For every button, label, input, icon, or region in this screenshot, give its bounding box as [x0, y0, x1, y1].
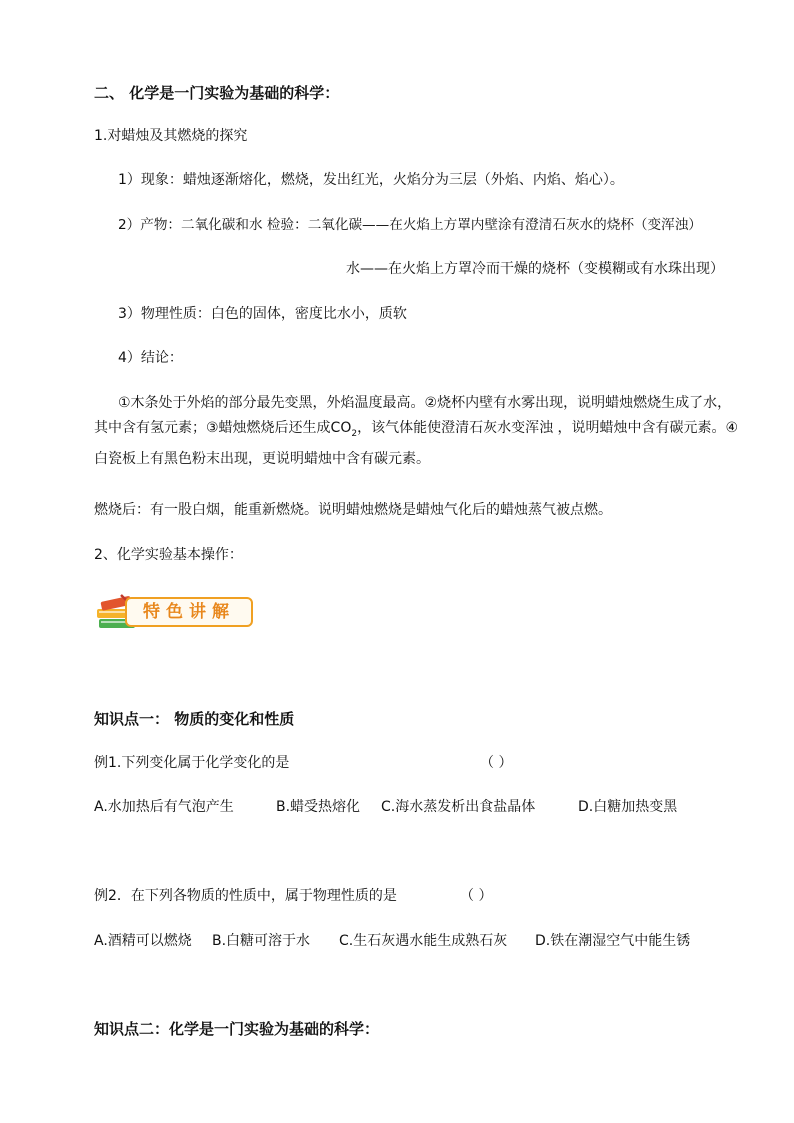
example-1-option-a: A.水加热后有气泡产生	[94, 799, 234, 815]
feature-explanation-logo	[95, 593, 260, 635]
knowledge-point-1-title: 知识点一： 物质的变化和性质	[94, 710, 295, 728]
item-1-phenomenon: 1）现象：蜡烛逐渐熔化，燃烧，发出红光，火焰分为三层（外焰、内焰、焰心）。	[118, 172, 624, 188]
example-2-answer-blank: （ ）	[460, 888, 493, 904]
item-3-physical-properties: 3）物理性质：白色的固体，密度比水小，质软	[118, 306, 407, 322]
example-2-option-a: A.酒精可以燃烧	[94, 933, 192, 949]
co2-subscript: 2	[351, 428, 358, 439]
example-1-answer-blank: （ ）	[480, 755, 513, 771]
logo-text: 特色讲解	[125, 597, 253, 627]
subsection-1-title: 1.对蜡烛及其燃烧的探究	[94, 128, 248, 144]
section-title: 二、 化学是一门实验为基础的科学：	[94, 84, 340, 102]
item-2-products: 2）产物：二氧化碳和水 检验：二氧化碳——在火焰上方罩内壁涂有澄清石灰水的烧杯（变浑浊）	[118, 217, 702, 233]
conclusion-text-2: ，该气体能使澄清石灰水变浑浊 ，说明蜡烛中含有碳元素。④白瓷板上有黑色粉末出现，更说明蜡烛中含有碳元素。	[94, 420, 739, 467]
conclusion-paragraph	[94, 391, 744, 472]
item-4-conclusion-label: 4）结论：	[118, 350, 183, 366]
example-1-option-b: B.蜡受热熔化	[276, 799, 361, 815]
example-2-option-d: D.铁在潮湿空气中能生锈	[535, 933, 691, 949]
example-2-question: 例2．在下列各物质的性质中，属于物理性质的是	[94, 888, 397, 904]
conclusion-text-1: ①木条处于外焰的部分最先变黑，外焰温度最高。②烧杯内壁有水雾出现，说明蜡烛燃烧生成了水，其中含有氢元素；③蜡烛燃烧后还生成CO	[94, 395, 732, 436]
item-2-continuation: 水——在火焰上方罩冷而干燥的烧杯（变模糊或有水珠出现）	[346, 261, 724, 277]
after-burn-text: 燃烧后：有一股白烟，能重新燃烧。说明蜡烛燃烧是蜡烛气化后的蜡烛蒸气被点燃。	[94, 502, 612, 518]
example-1-option-c: C.海水蒸发析出食盐晶体	[381, 799, 536, 815]
knowledge-point-2-title: 知识点二：化学是一门实验为基础的科学：	[94, 1020, 380, 1038]
subsection-2-title: 2、化学实验基本操作：	[94, 547, 243, 563]
example-2-option-c: C.生石灰遇水能生成熟石灰	[339, 933, 508, 949]
example-1-question: 例1.下列变化属于化学变化的是	[94, 755, 290, 771]
example-1-option-d: D.白糖加热变黑	[578, 799, 678, 815]
example-2-option-b: B.白糖可溶于水	[212, 933, 311, 949]
